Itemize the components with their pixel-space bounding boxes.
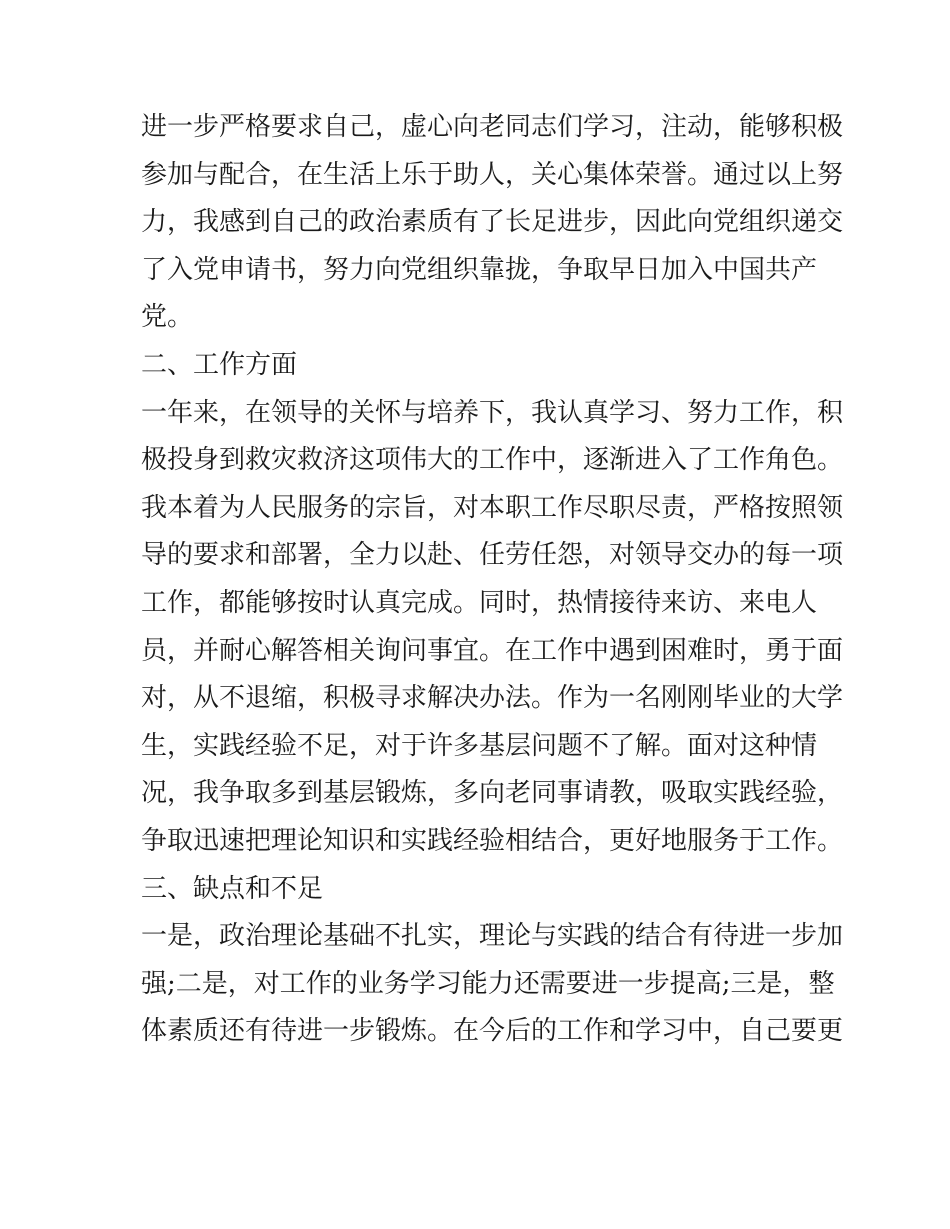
text-line: 工作，都能够按时认真完成。同时，热情接待来访、来电人 [141,587,818,618]
text-line: 员，并耐心解答相关询问事宜。在工作中遇到困难时，勇于面 [141,635,844,666]
section-heading-shortcomings: 三、缺点和不足 [141,873,324,904]
text-line: 体素质还有待进一步锻炼。在今后的工作和学习中，自己要更 [141,1016,844,1047]
text-line: 一是，政治理论基础不扎实，理论与实践的结合有待进一步加 [141,921,844,952]
text-line: 导的要求和部署，全力以赴、任劳任怨，对领导交办的每一项 [141,540,844,571]
text-line: 况，我争取多到基层锻炼，多向老同事请教，吸取实践经验， [141,778,844,809]
text-line: 力，我感到自己的政治素质有了长足进步，因此向党组织递交 [141,207,844,238]
text-line: 我本着为人民服务的宗旨，对本职工作尽职尽责，严格按照领 [141,492,844,523]
text-line: 生，实践经验不足，对于许多基层问题不了解。面对这种情 [141,730,818,761]
text-line: 了入党申请书，努力向党组织靠拢，争取早日加入中国共产 [141,254,818,285]
text-line: 参加与配合，在生活上乐于助人，关心集体荣誉。通过以上努 [141,159,844,190]
text-line: 一年来，在领导的关怀与培养下，我认真学习、努力工作，积 [141,397,844,428]
text-line: 党。 [141,302,194,333]
text-line: 进一步严格要求自己，虚心向老同志们学习，注动，能够积极 [141,112,844,142]
text-line: 争取迅速把理论知识和实践经验相结合，更好地服务于工作。 [141,825,844,856]
document-body [141,104,844,1056]
text-line: 对，从不退缩，积极寻求解决办法。作为一名刚刚毕业的大学 [141,683,844,714]
text-line: 强;二是，对工作的业务学习能力还需要进一步提高;三是，整 [141,968,835,999]
section-heading-work: 二、工作方面 [141,349,298,380]
text-line: 极投身到救灾救济这项伟大的工作中，逐渐进入了工作角色。 [141,445,844,476]
